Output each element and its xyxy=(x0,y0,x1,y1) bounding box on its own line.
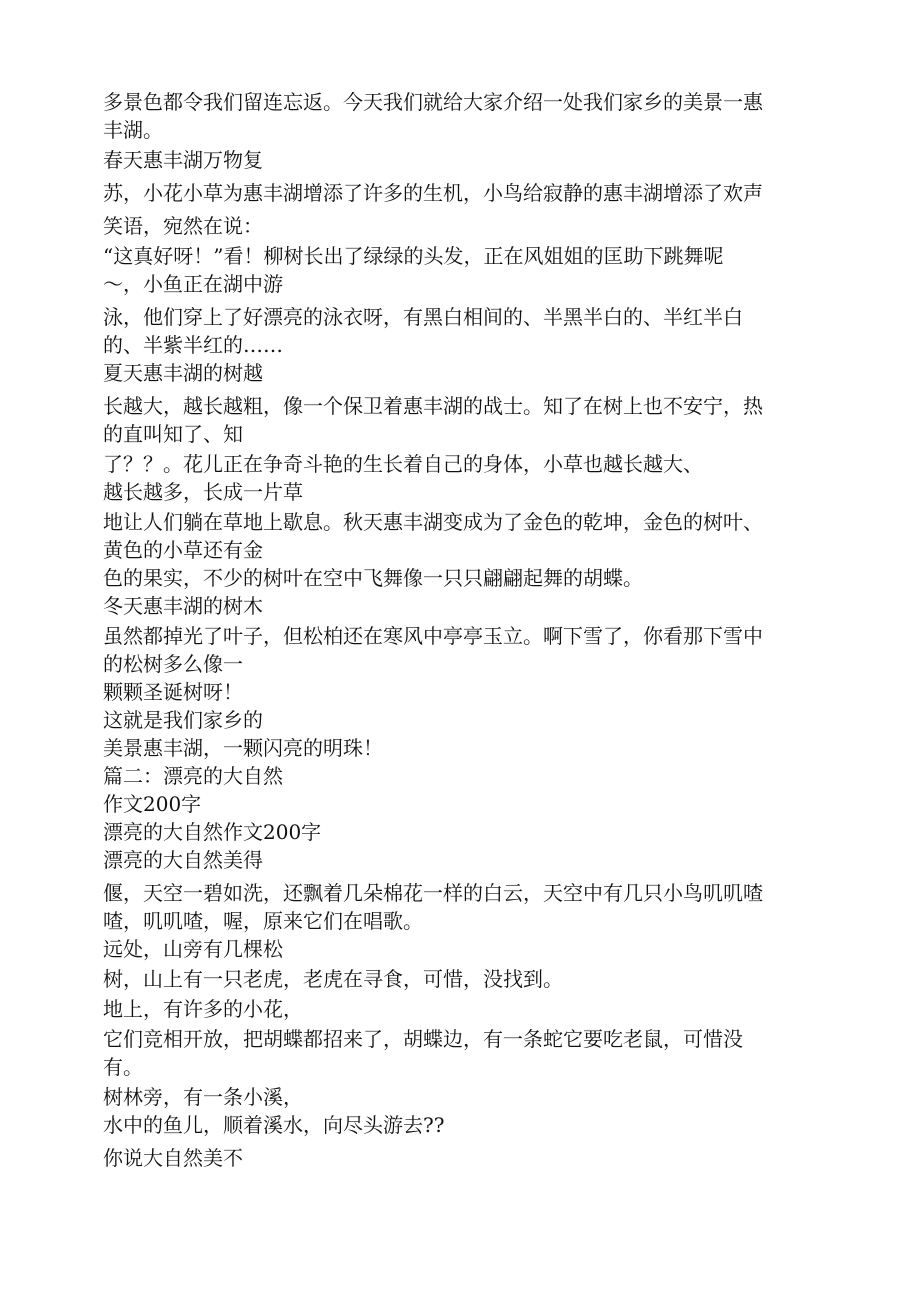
text-line: 夏天惠丰湖的树越 xyxy=(103,361,263,385)
body-text xyxy=(103,88,821,1172)
text-line: 了？？。花儿正在争奇斗艳的生长着自己的身体，小草也越长越大、 xyxy=(103,452,703,476)
text-line: 的直叫知了、知 xyxy=(103,422,243,446)
text-line: 色的果实，不少的树叶在空中飞舞像一只只翩翩起舞的胡蝶。 xyxy=(103,566,643,590)
text-line: 颗颗圣诞树呀！ xyxy=(103,680,243,704)
text-line: 它们竞相开放，把胡蝶都招来了，胡蝶边，有一条蛇它要吃老鼠，可惜没 xyxy=(103,1027,743,1051)
text-line: 偃，天空一碧如洗，还飘着几朵棉花一样的白云，天空中有几只小鸟叽叽喳 xyxy=(103,881,763,905)
text-line: 作文200字 xyxy=(103,792,202,816)
text-line: 篇二：漂亮的大自然 xyxy=(103,764,283,788)
text-line: 多景色都令我们留连忘返。今天我们就给大家介绍一处我们家乡的美景一惠 xyxy=(103,90,763,114)
text-line: 笑语，宛然在说： xyxy=(103,214,263,238)
text-line: 冬天惠丰湖的树木 xyxy=(103,594,263,618)
text-line: 的、半紫半红的…… xyxy=(103,333,283,357)
text-line: “这真好呀！”看！柳树长出了绿绿的头发，正在风姐姐的匡助下跳舞呢 xyxy=(103,244,724,268)
text-line: 树林旁，有一条小溪， xyxy=(103,1085,303,1109)
text-line: 喳，叽叽喳，喔，原来它们在唱歌。 xyxy=(103,909,423,933)
text-line: ～，小鱼正在湖中游 xyxy=(103,272,283,296)
text-line: 黄色的小草还有金 xyxy=(103,538,263,562)
text-line: 远处，山旁有几棵松 xyxy=(103,937,283,961)
text-line: 树，山上有一只老虎，老虎在寻食，可惜，没找到。 xyxy=(103,967,563,991)
text-line: 春天惠丰湖万物复 xyxy=(103,148,263,172)
text-line: 长越大，越长越粗，像一个保卫着惠丰湖的战士。知了在树上也不安宁，热 xyxy=(103,394,763,418)
text-line: 这就是我们家乡的 xyxy=(103,708,263,732)
text-line: 你说大自然美不 xyxy=(103,1146,243,1170)
text-line: 越长越多，长成一片草 xyxy=(103,480,303,504)
text-line: 的松树多么像一 xyxy=(103,652,243,676)
text-line: 丰湖。 xyxy=(103,118,163,142)
text-line: 水中的鱼儿，顺着溪水，向尽头游去?? xyxy=(103,1113,445,1137)
text-line: 泳，他们穿上了好漂亮的泳衣呀，有黑白相间的、半黑半白的、半红半白 xyxy=(103,305,743,329)
text-line: 有。 xyxy=(103,1055,143,1079)
text-line: 地上，有许多的小花， xyxy=(103,997,303,1021)
text-line: 虽然都掉光了叶子，但松柏还在寒风中亭亭玉立。啊下雪了，你看那下雪中 xyxy=(103,624,763,648)
text-line: 漂亮的大自然美得 xyxy=(103,848,263,872)
text-line: 漂亮的大自然作文200字 xyxy=(103,820,322,844)
text-line: 美景惠丰湖，一颗闪亮的明珠！ xyxy=(103,736,383,760)
text-line: 地让人们躺在草地上歇息。秋天惠丰湖变成为了金色的乾坤，金色的树叶、 xyxy=(103,510,763,534)
text-line: 苏，小花小草为惠丰湖增添了许多的生机，小鸟给寂静的惠丰湖增添了欢声 xyxy=(103,181,763,205)
